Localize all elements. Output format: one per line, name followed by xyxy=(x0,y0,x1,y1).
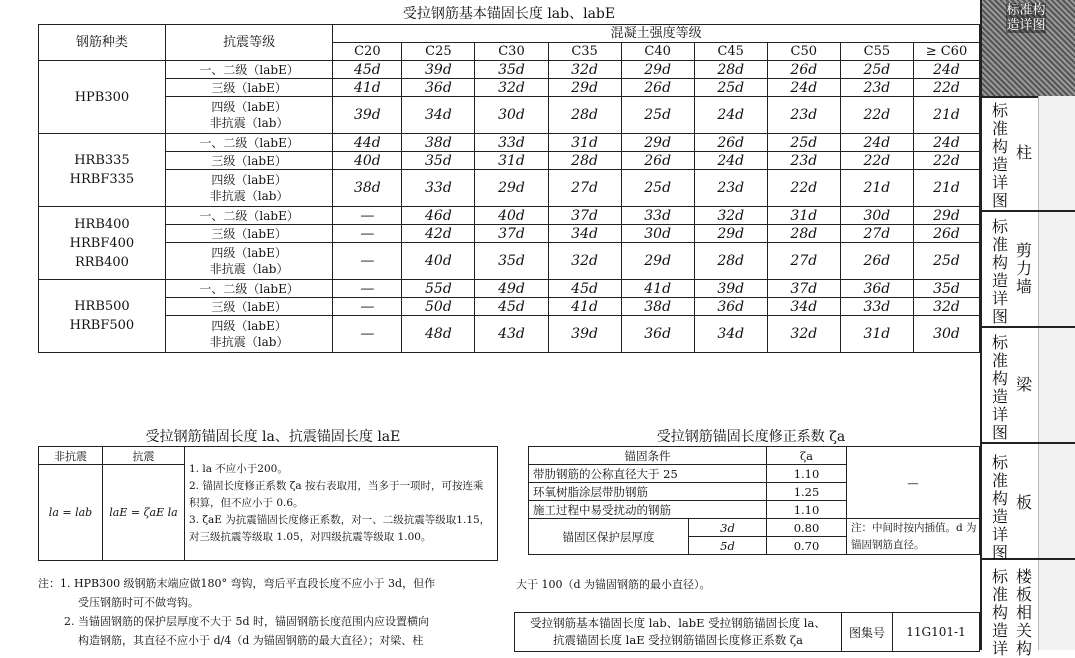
seismic-level-cell: 一、二级（labE） xyxy=(165,207,332,225)
anchorage-value-cell: 35d xyxy=(402,152,475,170)
table-row xyxy=(39,207,980,225)
sidebar-section-slab[interactable] xyxy=(982,444,1075,560)
sidebar-section-category: 剪力墙 xyxy=(1015,241,1032,296)
steel-type-cell: HRB335 HRBF335 xyxy=(39,134,166,207)
cf-remark: 注：中间时按内插值。d 为锚固钢筋直径。 xyxy=(847,519,980,555)
anchorage-value-cell: 36d xyxy=(402,79,475,97)
anchorage-value-cell: 27d xyxy=(840,225,913,243)
anchorage-value-cell: 27d xyxy=(767,243,840,280)
anchorage-value-cell: 29d xyxy=(621,134,694,152)
grade-header: C20 xyxy=(333,43,402,61)
seismic-level-cell: 三级（labE） xyxy=(165,79,332,97)
la-note-2: 2. 锚固长度修正系数 ζa 按右表取用，当多于一项时，可按连乘积算，但不应小于 0.6。 xyxy=(189,480,484,509)
anchorage-value-cell: 33d xyxy=(402,170,475,207)
grade-header: C40 xyxy=(621,43,694,61)
anchorage-value-cell: 28d xyxy=(548,97,621,134)
anchorage-value-cell: 50d xyxy=(402,298,475,316)
anchorage-value-cell: 33d xyxy=(475,134,548,152)
grade-header: C35 xyxy=(548,43,621,61)
la-header-seismic: 抗震 xyxy=(103,447,185,465)
sidebar-tab-strip xyxy=(1038,560,1075,650)
anchorage-value-cell: 26d xyxy=(840,243,913,280)
la-header-non-seismic: 非抗震 xyxy=(39,447,103,465)
anchorage-value-cell: 32d xyxy=(548,61,621,79)
sidebar-section-category: 楼板相关构 xyxy=(1015,567,1032,658)
anchorage-value-cell: 28d xyxy=(694,61,767,79)
anchorage-value-cell: 22d xyxy=(840,97,913,134)
anchorage-value-cell: 35d xyxy=(475,61,548,79)
steel-type-cell: HRB500 HRBF500 xyxy=(39,280,166,353)
sidebar-tab-strip xyxy=(1038,96,1075,210)
sidebar-section-category: 梁 xyxy=(1015,375,1032,394)
anchorage-value-cell: 44d xyxy=(333,134,402,152)
cf-table-title: 受拉钢筋锚固长度修正系数 ζa xyxy=(656,429,846,445)
title-block xyxy=(514,612,980,652)
anchorage-value-cell: 29d xyxy=(621,61,694,79)
anchorage-value-cell: 43d xyxy=(475,316,548,353)
anchorage-value-cell: 26d xyxy=(694,134,767,152)
sidebar-tab-strip xyxy=(1038,212,1075,326)
anchorage-value-cell: 32d xyxy=(913,298,979,316)
anchorage-value-cell: 24d xyxy=(840,134,913,152)
cf-header-condition: 锚固条件 xyxy=(529,447,767,465)
anchorage-value-cell: 49d xyxy=(475,280,548,298)
anchorage-value-cell: 34d xyxy=(694,316,767,353)
sidebar-section-shear-wall[interactable] xyxy=(982,212,1075,328)
sidebar-section-category: 板 xyxy=(1015,493,1032,512)
anchorage-value-cell: 41d xyxy=(548,298,621,316)
anchorage-value-cell: 25d xyxy=(694,79,767,97)
grade-header: ≥ C60 xyxy=(913,43,979,61)
anchorage-value-cell: 45d xyxy=(475,298,548,316)
anchorage-value-cell: 40d xyxy=(475,207,548,225)
anchorage-value-cell: 41d xyxy=(621,280,694,298)
sidebar-section-beam[interactable] xyxy=(982,328,1075,444)
anchorage-value-cell: 32d xyxy=(548,243,621,280)
note-continuation: 大于 100（d 为锚固钢筋的最小直径）。 xyxy=(516,578,711,591)
anchorage-value-cell: 25d xyxy=(840,61,913,79)
anchorage-value-cell: 25d xyxy=(913,243,979,280)
seismic-level-cell: 四级（labE） 非抗震（lab） xyxy=(165,316,332,353)
la-notes xyxy=(185,447,498,561)
anchorage-value-cell: 25d xyxy=(621,97,694,134)
table-row xyxy=(39,280,980,298)
seismic-level-cell: 四级（labE） 非抗震（lab） xyxy=(165,243,332,280)
cf-row-2-value: 1.25 xyxy=(767,483,847,501)
anchorage-value-cell: 29d xyxy=(913,207,979,225)
cf-row-3: 施工过程中易受扰动的钢筋 xyxy=(529,501,767,519)
header-concrete-grade: 混凝土强度等级 xyxy=(333,25,980,43)
sidebar-section-category: 柱 xyxy=(1015,143,1032,162)
anchorage-value-cell: 21d xyxy=(913,97,979,134)
anchorage-value-cell: 55d xyxy=(402,280,475,298)
anchorage-value-cell: 24d xyxy=(694,97,767,134)
anchorage-value-cell: 30d xyxy=(475,97,548,134)
anchorage-value-cell: 46d xyxy=(402,207,475,225)
table-row xyxy=(39,61,980,79)
anchorage-value-cell: 40d xyxy=(402,243,475,280)
title-block-desc-1: 受拉钢筋基本锚固长度 lab、labE 受拉钢筋锚固长度 la、 xyxy=(530,616,826,630)
note-1: 注：1. HPB300 级钢筋末端应做180° 弯钩，弯后平直段长度不应小于 3d，但作 xyxy=(38,577,436,590)
header-steel-type: 钢筋种类 xyxy=(39,25,166,61)
anchorage-value-cell: 39d xyxy=(333,97,402,134)
anchorage-value-cell: 45d xyxy=(548,280,621,298)
anchorage-value-cell: 25d xyxy=(767,134,840,152)
table-row xyxy=(39,152,980,170)
anchorage-value-cell: 23d xyxy=(767,152,840,170)
anchorage-value-cell: 37d xyxy=(548,207,621,225)
cf-row-2: 环氧树脂涂层带肋钢筋 xyxy=(529,483,767,501)
anchorage-value-cell: 27d xyxy=(548,170,621,207)
cf-row-4: 锚固区保护层厚度 xyxy=(529,519,689,555)
table-row xyxy=(39,97,980,134)
la-formula-non-seismic: la = lab xyxy=(39,465,103,561)
cf-row-4b: 5d xyxy=(689,537,767,555)
anchorage-value-cell: 21d xyxy=(913,170,979,207)
anchorage-value-cell: 32d xyxy=(767,316,840,353)
anchorage-value-cell: 24d xyxy=(913,61,979,79)
anchorage-value-cell: 24d xyxy=(913,134,979,152)
cf-dash: — xyxy=(847,447,980,519)
la-note-1: 1. la 不应小于200。 xyxy=(189,463,288,475)
anchorage-value-cell: 24d xyxy=(694,152,767,170)
anchorage-value-cell: 34d xyxy=(402,97,475,134)
anchorage-value-cell: 23d xyxy=(767,97,840,134)
table-row xyxy=(39,134,980,152)
cf-row-4a-value: 0.80 xyxy=(767,519,847,537)
anchorage-value-cell: 34d xyxy=(548,225,621,243)
grade-header: C45 xyxy=(694,43,767,61)
anchorage-value-cell: 30d xyxy=(913,316,979,353)
anchorage-value-cell: 40d xyxy=(333,152,402,170)
anchorage-value-cell: 26d xyxy=(621,152,694,170)
anchorage-value-cell: 39d xyxy=(548,316,621,353)
anchorage-value-cell: 33d xyxy=(840,298,913,316)
anchorage-value-cell: 31d xyxy=(548,134,621,152)
anchorage-value-cell: 28d xyxy=(694,243,767,280)
table-body xyxy=(39,61,980,353)
anchorage-value-cell: 23d xyxy=(840,79,913,97)
anchorage-value-cell: 21d xyxy=(840,170,913,207)
anchorage-value-cell: 41d xyxy=(333,79,402,97)
cf-row-4a: 3d xyxy=(689,519,767,537)
anchorage-value-cell: 38d xyxy=(333,170,402,207)
table-row xyxy=(39,225,980,243)
seismic-level-cell: 三级（labE） xyxy=(165,152,332,170)
sidebar-tab-strip xyxy=(1038,328,1075,442)
table-row xyxy=(39,79,980,97)
grade-header: C50 xyxy=(767,43,840,61)
la-table-title: 受拉钢筋锚固长度 la、抗震锚固长度 laE xyxy=(145,429,401,445)
steel-type-cell: HPB300 xyxy=(39,61,166,134)
anchorage-value-cell: 37d xyxy=(475,225,548,243)
sidebar-section-label: 标准构造详图 xyxy=(992,453,1009,562)
anchorage-value-cell: 26d xyxy=(767,61,840,79)
seismic-level-cell: 一、二级（labE） xyxy=(165,61,332,79)
anchorage-value-cell: 30d xyxy=(840,207,913,225)
anchorage-value-cell: 23d xyxy=(694,170,767,207)
anchorage-value-cell: 36d xyxy=(621,316,694,353)
anchorage-length-table xyxy=(38,24,980,353)
title-block-number: 11G101-1 xyxy=(893,613,980,652)
anchorage-value-cell: — xyxy=(333,243,402,280)
anchorage-value-cell: 37d xyxy=(767,280,840,298)
anchorage-value-cell: — xyxy=(333,225,402,243)
title-block-label: 图集号 xyxy=(842,613,893,652)
anchorage-value-cell: 36d xyxy=(694,298,767,316)
anchorage-value-cell: — xyxy=(333,280,402,298)
seismic-level-cell: 一、二级（labE） xyxy=(165,280,332,298)
note-2: 2. 当锚固钢筋的保护层厚度不大于 5d 时，锚固钢筋长度范围内应设置横向 xyxy=(64,615,430,628)
header-seismic-level: 抗震等级 xyxy=(165,25,332,61)
anchorage-value-cell: 29d xyxy=(475,170,548,207)
anchorage-value-cell: — xyxy=(333,298,402,316)
sidebar-tab-strip xyxy=(1038,444,1075,558)
anchorage-value-cell: 38d xyxy=(402,134,475,152)
anchorage-value-cell: 28d xyxy=(548,152,621,170)
anchorage-value-cell: 22d xyxy=(840,152,913,170)
table-row xyxy=(39,316,980,353)
anchorage-value-cell: — xyxy=(333,207,402,225)
seismic-level-cell: 四级（labE） 非抗震（lab） xyxy=(165,170,332,207)
anchorage-value-cell: 31d xyxy=(840,316,913,353)
anchorage-value-cell: 29d xyxy=(548,79,621,97)
sidebar-section-label: 标准构造详图 xyxy=(992,333,1009,442)
anchorage-value-cell: 29d xyxy=(621,243,694,280)
chapter-sidebar xyxy=(980,0,1075,658)
anchorage-value-cell: 31d xyxy=(475,152,548,170)
anchorage-value-cell: 22d xyxy=(913,152,979,170)
anchorage-value-cell: 39d xyxy=(402,61,475,79)
title-block-description xyxy=(515,613,842,652)
sidebar-section-label: 标准构造详图 xyxy=(992,101,1009,210)
anchorage-value-cell: 22d xyxy=(913,79,979,97)
grade-header: C30 xyxy=(475,43,548,61)
anchorage-value-cell: 34d xyxy=(767,298,840,316)
anchorage-value-cell: 26d xyxy=(621,79,694,97)
correction-factor-table xyxy=(528,446,980,555)
anchorage-value-cell: 32d xyxy=(694,207,767,225)
anchorage-value-cell: 42d xyxy=(402,225,475,243)
cf-row-4b-value: 0.70 xyxy=(767,537,847,555)
table-row xyxy=(39,243,980,280)
la-note-3: 3. ζaE 为抗震锚固长度修正系数，对一、二级抗震等级取1.15，对三级抗震等级取 1.05，对四级抗震等级取 1.00。 xyxy=(189,514,491,543)
seismic-level-cell: 三级（labE） xyxy=(165,298,332,316)
la-table xyxy=(38,446,498,561)
anchorage-value-cell: 45d xyxy=(333,61,402,79)
sidebar-section-label: 标准构造详 xyxy=(992,567,1009,658)
table-row xyxy=(39,170,980,207)
anchorage-value-cell: 38d xyxy=(621,298,694,316)
anchorage-value-cell: 24d xyxy=(767,79,840,97)
anchorage-value-cell: — xyxy=(333,316,402,353)
sidebar-section-label: 标准构造详图 xyxy=(992,217,1009,326)
anchorage-value-cell: 48d xyxy=(402,316,475,353)
anchorage-value-cell: 31d xyxy=(767,207,840,225)
anchorage-value-cell: 26d xyxy=(913,225,979,243)
cf-row-3-value: 1.10 xyxy=(767,501,847,519)
anchorage-length-table-section xyxy=(38,4,980,353)
cf-header-zeta: ζa xyxy=(767,447,847,465)
la-formula-seismic: laE = ζaE la xyxy=(103,465,185,561)
seismic-level-cell: 一、二级（labE） xyxy=(165,134,332,152)
anchorage-value-cell: 22d xyxy=(767,170,840,207)
sidebar-section-slab-related[interactable] xyxy=(982,560,1075,658)
anchorage-value-cell: 33d xyxy=(621,207,694,225)
cf-row-1-value: 1.10 xyxy=(767,465,847,483)
anchorage-value-cell: 36d xyxy=(840,280,913,298)
anchorage-value-cell: 32d xyxy=(475,79,548,97)
sidebar-section-column[interactable] xyxy=(982,96,1075,212)
anchorage-value-cell: 39d xyxy=(694,280,767,298)
notes xyxy=(38,574,522,650)
anchorage-value-cell: 35d xyxy=(913,280,979,298)
table-row xyxy=(39,298,980,316)
seismic-level-cell: 四级（labE） 非抗震（lab） xyxy=(165,97,332,134)
grade-header: C25 xyxy=(402,43,475,61)
anchorage-value-cell: 29d xyxy=(694,225,767,243)
grade-header: C55 xyxy=(840,43,913,61)
cf-row-1: 带肋钢筋的公称直径大于 25 xyxy=(529,465,767,483)
main-table-title: 受拉钢筋基本锚固长度 lab、labE xyxy=(402,6,616,22)
sidebar-header xyxy=(982,0,1075,98)
note-2-cont: 构造钢筋，其直径不应小于 d/4（d 为锚固钢筋的最大直径）；对梁、柱 xyxy=(78,634,424,647)
note-1-cont: 受压钢筋时可不做弯钩。 xyxy=(78,596,199,609)
seismic-level-cell: 三级（labE） xyxy=(165,225,332,243)
steel-type-cell: HRB400 HRBF400 RRB400 xyxy=(39,207,166,280)
anchorage-value-cell: 25d xyxy=(621,170,694,207)
anchorage-value-cell: 35d xyxy=(475,243,548,280)
anchorage-value-cell: 28d xyxy=(767,225,840,243)
sidebar-header-text: 标准构造详图 xyxy=(1006,3,1046,33)
anchorage-value-cell: 30d xyxy=(621,225,694,243)
title-block-desc-2: 抗震锚固长度 laE 受拉钢筋锚固长度修正系数 ζa xyxy=(553,633,803,647)
